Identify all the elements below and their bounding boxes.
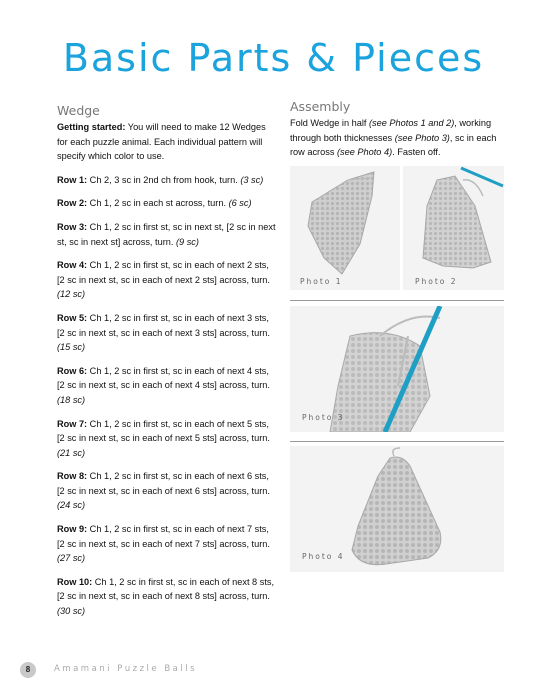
pattern-row	[57, 173, 277, 188]
photo-3	[290, 306, 504, 432]
row-stitch-count: (18 sc)	[57, 394, 86, 405]
photo-1-label: Photo 1	[300, 277, 343, 286]
photo-4-label: Photo 4	[302, 552, 345, 561]
assembly-heading: Assembly	[290, 99, 351, 114]
photo-2	[403, 166, 504, 290]
pattern-row	[57, 469, 277, 513]
pattern-row	[57, 220, 277, 249]
row-text: Ch 1, 2 sc in first st, sc in each of next 7 sts, [2 sc in next st, sc in each of next 7 sts] across, turn.	[57, 524, 270, 549]
row-label: Row 10:	[57, 576, 93, 587]
assembly-text-part: , sc in each row across	[290, 132, 497, 158]
row-label: Row 1:	[57, 174, 88, 185]
pattern-row	[57, 364, 277, 408]
photo-reference: (see Photo 3)	[394, 132, 450, 143]
row-stitch-count: (12 sc)	[57, 289, 86, 300]
photo-2-label: Photo 2	[415, 277, 458, 286]
row-label: Row 2:	[57, 198, 88, 209]
row-text: Ch 1, 2 sc in first st, sc in each of next 2 sts, [2 sc in next st, sc in each of next 2 sts] across, turn.	[57, 260, 270, 285]
row-text: Ch 1, 2 sc in first st, sc in next st, [2 sc in next st, sc in next st] across, turn.	[57, 221, 276, 247]
pattern-row	[57, 417, 277, 461]
pattern-row	[57, 196, 277, 211]
photo-reference: (see Photos 1 and 2)	[369, 118, 455, 128]
divider-line	[290, 300, 504, 301]
row-label: Row 6:	[57, 365, 88, 376]
photo-1	[290, 166, 400, 290]
page-title: Basic Parts & Pieces	[62, 36, 485, 80]
row-label: Row 3:	[57, 221, 88, 232]
photo-3-label: Photo 3	[302, 413, 345, 422]
wedge-section	[57, 103, 277, 619]
book-title: Amamani Puzzle Balls	[54, 664, 198, 674]
wedge-flat-image	[290, 166, 400, 290]
intro-text: You will need to make 12 Wedges for each puzzle animal. Each individual pattern will specify which color to use.	[57, 122, 266, 162]
row-stitch-count: (3 sc)	[240, 174, 264, 185]
row-text: Ch 1, 2 sc in first st, sc in each of next 8 sts, [2 sc in next st, sc in each of next 8 sts] across, turn.	[57, 576, 275, 602]
row-label: Row 4:	[57, 260, 88, 271]
photo-reference: (see Photo 4)	[336, 147, 393, 158]
wedge-intro	[57, 120, 277, 164]
pattern-row	[57, 575, 277, 619]
page-number: 8	[20, 662, 36, 678]
wedge-folded-image	[403, 166, 504, 290]
assembly-text-part: , working through both thicknesses	[290, 118, 492, 143]
row-text: Ch 1, 2 sc in first st, sc in each of next 4 sts, [2 sc in next st, sc in each of next 4 sts] across, turn.	[57, 365, 270, 391]
row-text: Ch 1, 2 sc in first st, sc in each of next 3 sts, [2 sc in next st, sc in each of next 3 sts] across, turn.	[57, 312, 270, 338]
row-stitch-count: (6 sc)	[228, 198, 252, 209]
row-stitch-count: (21 sc)	[57, 447, 86, 458]
row-label: Row 9:	[57, 524, 88, 535]
divider-line	[290, 441, 504, 442]
row-label: Row 7:	[57, 418, 88, 429]
row-text: Ch 2, 3 sc in 2nd ch from hook, turn.	[87, 174, 241, 185]
row-stitch-count: (30 sc)	[57, 606, 86, 617]
crochet-hook-icon	[461, 168, 503, 186]
row-stitch-count: (27 sc)	[57, 553, 86, 564]
pattern-row	[57, 522, 277, 566]
row-label: Row 8:	[57, 471, 88, 482]
assembly-text-part: . Fasten off.	[392, 147, 441, 158]
row-text: Ch 1, 2 sc in first st, sc in each of next 6 sts, [2 sc in next st, sc in each of next 6 sts] across, turn.	[57, 471, 270, 496]
assembly-section	[290, 99, 505, 160]
row-stitch-count: (15 sc)	[57, 342, 86, 353]
wedge-heading: Wedge	[57, 103, 100, 118]
row-list	[57, 173, 277, 619]
pattern-row	[57, 258, 277, 302]
row-label: Row 5:	[57, 312, 88, 323]
assembly-text-part: Fold Wedge in half	[290, 118, 369, 128]
assembly-text	[290, 116, 505, 160]
row-text: Ch 1, 2 sc in each st across, turn.	[87, 198, 229, 209]
intro-label: Getting started:	[57, 122, 126, 132]
row-stitch-count: (9 sc)	[175, 236, 199, 247]
row-stitch-count: (24 sc)	[57, 500, 86, 511]
photo-4	[290, 446, 504, 572]
row-text: Ch 1, 2 sc in first st, sc in each of next 5 sts, [2 sc in next st, sc in each of next 5 sts] across, turn.	[57, 418, 270, 444]
pattern-row	[57, 311, 277, 355]
